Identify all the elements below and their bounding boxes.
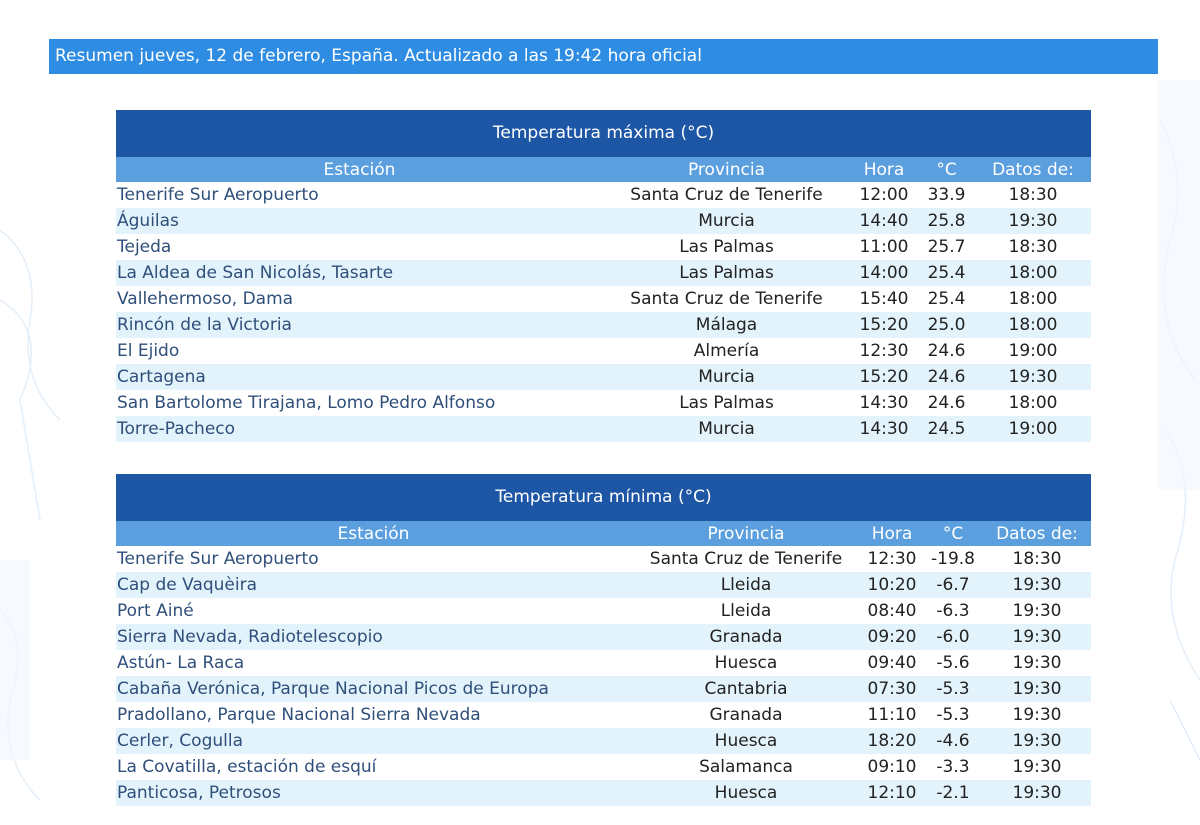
table-row [116, 390, 1091, 416]
cell-datos: 18:00 [975, 286, 1091, 312]
cell-temperatura: 33.9 [918, 182, 975, 208]
table-row [116, 416, 1091, 442]
table-row [116, 260, 1091, 286]
cell-hora: 10:20 [861, 572, 923, 598]
cell-datos: 19:00 [975, 416, 1091, 442]
cell-datos: 19:30 [983, 676, 1091, 702]
cell-provincia: Lleida [631, 598, 861, 624]
cell-datos: 18:30 [975, 234, 1091, 260]
cell-hora: 14:00 [850, 260, 918, 286]
table-row [116, 338, 1091, 364]
cell-datos: 19:30 [983, 598, 1091, 624]
header-estacion: Estación [116, 157, 603, 182]
cell-provincia: Santa Cruz de Tenerife [603, 182, 850, 208]
cell-provincia: Huesca [631, 780, 861, 806]
cell-provincia: Huesca [631, 650, 861, 676]
cell-estacion: Águilas [116, 208, 603, 234]
cell-estacion: Cabaña Verónica, Parque Nacional Picos de Europa [116, 676, 631, 702]
cell-temperatura: 25.7 [918, 234, 975, 260]
cell-datos: 19:00 [975, 338, 1091, 364]
cell-hora: 09:10 [861, 754, 923, 780]
cell-provincia: Málaga [603, 312, 850, 338]
table-row [116, 312, 1091, 338]
cell-estacion: Port Ainé [116, 598, 631, 624]
cell-hora: 11:00 [850, 234, 918, 260]
cell-temperatura: 24.6 [918, 338, 975, 364]
cell-estacion: Pradollano, Parque Nacional Sierra Nevada [116, 702, 631, 728]
cell-hora: 12:30 [861, 546, 923, 572]
cell-estacion: Astún- La Raca [116, 650, 631, 676]
cell-estacion: La Aldea de San Nicolás, Tasarte [116, 260, 603, 286]
cell-temperatura: -19.8 [923, 546, 983, 572]
table-row [116, 364, 1091, 390]
cell-estacion: El Ejido [116, 338, 603, 364]
cell-estacion: San Bartolome Tirajana, Lomo Pedro Alfonso [116, 390, 603, 416]
cell-hora: 15:20 [850, 312, 918, 338]
min-table-title: Temperatura mínima (°C) [116, 474, 1091, 521]
table-row [116, 572, 1091, 598]
cell-estacion: Sierra Nevada, Radiotelescopio [116, 624, 631, 650]
cell-provincia: Santa Cruz de Tenerife [603, 286, 850, 312]
cell-estacion: Panticosa, Petrosos [116, 780, 631, 806]
cell-datos: 19:30 [983, 650, 1091, 676]
cell-hora: 14:30 [850, 416, 918, 442]
cell-estacion: Vallehermoso, Dama [116, 286, 603, 312]
table-row [116, 624, 1091, 650]
max-table-title: Temperatura máxima (°C) [116, 110, 1091, 157]
cell-datos: 19:30 [983, 624, 1091, 650]
cell-estacion: Rincón de la Victoria [116, 312, 603, 338]
cell-temperatura: -2.1 [923, 780, 983, 806]
cell-hora: 12:30 [850, 338, 918, 364]
cell-temperatura: 25.0 [918, 312, 975, 338]
table-row [116, 702, 1091, 728]
table-row [116, 598, 1091, 624]
table-row [116, 208, 1091, 234]
cell-temperatura: 24.6 [918, 390, 975, 416]
table-row [116, 182, 1091, 208]
cell-temperatura: -5.3 [923, 676, 983, 702]
cell-estacion: Tenerife Sur Aeropuerto [116, 546, 631, 572]
cell-estacion: Tenerife Sur Aeropuerto [116, 182, 603, 208]
cell-datos: 18:30 [983, 546, 1091, 572]
header-temperatura: °C [918, 157, 975, 182]
header-datos: Datos de: [983, 521, 1091, 546]
cell-temperatura: 25.4 [918, 260, 975, 286]
cell-temperatura: 25.4 [918, 286, 975, 312]
cell-temperatura: -4.6 [923, 728, 983, 754]
cell-provincia: Granada [631, 624, 861, 650]
max-table-body [116, 182, 1091, 442]
table-row [116, 754, 1091, 780]
cell-temperatura: -5.6 [923, 650, 983, 676]
cell-datos: 18:00 [975, 260, 1091, 286]
cell-datos: 18:00 [975, 312, 1091, 338]
header-temperatura: °C [923, 521, 983, 546]
cell-provincia: Granada [631, 702, 861, 728]
table-row [116, 546, 1091, 572]
cell-provincia: Murcia [603, 364, 850, 390]
min-temperature-table [116, 474, 1091, 806]
cell-hora: 07:30 [861, 676, 923, 702]
cell-hora: 15:40 [850, 286, 918, 312]
cell-temperatura: -6.0 [923, 624, 983, 650]
cell-temperatura: 25.8 [918, 208, 975, 234]
cell-estacion: Cerler, Cogulla [116, 728, 631, 754]
cell-temperatura: -6.7 [923, 572, 983, 598]
min-table-header-row [116, 521, 1091, 546]
cell-hora: 11:10 [861, 702, 923, 728]
cell-estacion: Cap de Vaquèira [116, 572, 631, 598]
cell-temperatura: -6.3 [923, 598, 983, 624]
cell-hora: 15:20 [850, 364, 918, 390]
cell-provincia: Lleida [631, 572, 861, 598]
cell-estacion: Cartagena [116, 364, 603, 390]
cell-hora: 12:00 [850, 182, 918, 208]
cell-datos: 18:00 [975, 390, 1091, 416]
table-row [116, 676, 1091, 702]
cell-provincia: Las Palmas [603, 234, 850, 260]
cell-datos: 19:30 [983, 754, 1091, 780]
cell-hora: 08:40 [861, 598, 923, 624]
cell-estacion: Tejeda [116, 234, 603, 260]
min-table-body [116, 546, 1091, 806]
table-row [116, 286, 1091, 312]
cell-temperatura: 24.5 [918, 416, 975, 442]
header-hora: Hora [850, 157, 918, 182]
cell-provincia: Huesca [631, 728, 861, 754]
header-estacion: Estación [116, 521, 631, 546]
cell-provincia: Murcia [603, 208, 850, 234]
cell-datos: 19:30 [983, 572, 1091, 598]
cell-hora: 09:40 [861, 650, 923, 676]
cell-provincia: Almería [603, 338, 850, 364]
cell-datos: 19:30 [975, 364, 1091, 390]
header-hora: Hora [861, 521, 923, 546]
cell-hora: 14:30 [850, 390, 918, 416]
cell-provincia: Las Palmas [603, 390, 850, 416]
cell-temperatura: -3.3 [923, 754, 983, 780]
header-provincia: Provincia [631, 521, 861, 546]
cell-estacion: Torre-Pacheco [116, 416, 603, 442]
cell-hora: 18:20 [861, 728, 923, 754]
cell-provincia: Las Palmas [603, 260, 850, 286]
table-row [116, 780, 1091, 806]
cell-datos: 19:30 [983, 702, 1091, 728]
cell-provincia: Santa Cruz de Tenerife [631, 546, 861, 572]
header-provincia: Provincia [603, 157, 850, 182]
header-datos: Datos de: [975, 157, 1091, 182]
summary-bar: Resumen jueves, 12 de febrero, España. Actualizado a las 19:42 hora oficial [49, 39, 1158, 74]
cell-estacion: La Covatilla, estación de esquí [116, 754, 631, 780]
table-row [116, 650, 1091, 676]
cell-datos: 19:30 [975, 208, 1091, 234]
cell-datos: 18:30 [975, 182, 1091, 208]
max-table-header-row [116, 157, 1091, 182]
cell-temperatura: 24.6 [918, 364, 975, 390]
table-row [116, 728, 1091, 754]
cell-hora: 12:10 [861, 780, 923, 806]
max-temperature-table [116, 110, 1091, 442]
cell-hora: 09:20 [861, 624, 923, 650]
cell-temperatura: -5.3 [923, 702, 983, 728]
cell-provincia: Murcia [603, 416, 850, 442]
cell-datos: 19:30 [983, 780, 1091, 806]
cell-hora: 14:40 [850, 208, 918, 234]
cell-provincia: Salamanca [631, 754, 861, 780]
cell-datos: 19:30 [983, 728, 1091, 754]
cell-provincia: Cantabria [631, 676, 861, 702]
table-row [116, 234, 1091, 260]
